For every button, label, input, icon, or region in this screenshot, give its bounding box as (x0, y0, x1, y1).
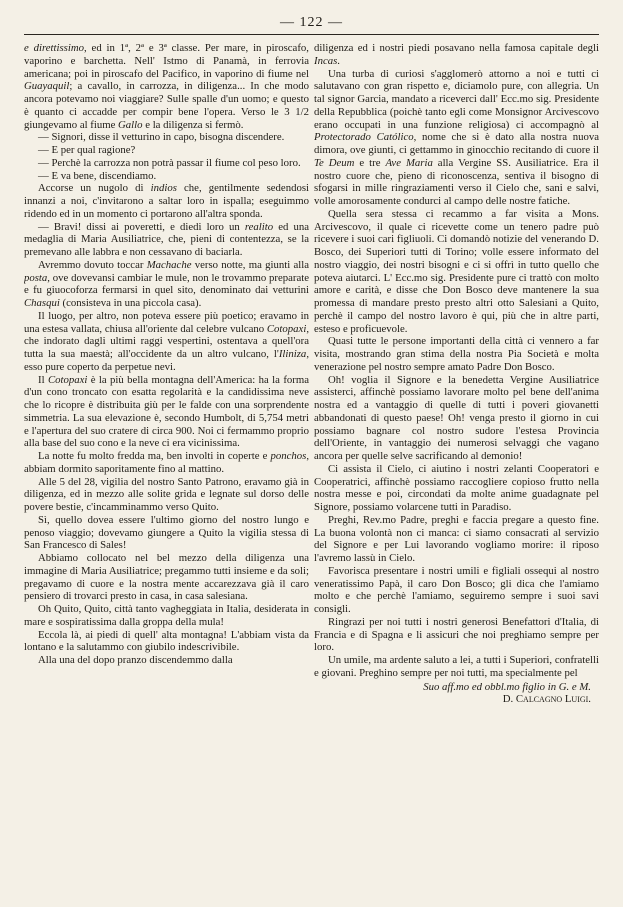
right_column-paragraph: Quella sera stessa ci recammo a far visita a Mons. Arcivescovo, il quale ci ricevette come un tenero padre può ricevere i suoi cari figliuoli. Ci domandò notizie del venerando D. Bosco, dei Superiori tutti di Torino; volle essere informato del nostro viaggio, dei nostri bisogni e ci si offrì in tutto quello che poteva aiutarci. L' Ecc.mo sig. Presidente pure ci trattò con molto amore e carità, e disse che Don Bosco deve mantenere la sua promessa di mandare presto presto altri otto Salesiani a Quito, perchè il campo del nostro lavoro è qui, più che in altre parti, esteso e proficuevole. (314, 207, 599, 335)
italic-term: Cotopaxi (47, 373, 88, 386)
left_column-paragraph: Oh Quito, Quito, città tanto vagheggiata in Italia, desiderata in mare e sospiratissima dalla groppa della mula! (24, 603, 309, 628)
right_column-paragraph: Oh! voglia il Signore e la benedetta Vergine Ausiliatrice assisterci, affinchè possiamo lavorare molto pel bene dell'anima nostra ed a vantaggio di quelle di tutti i poveri giovanetti abbandonati di questo paese! Oh! venga presto il giorno in cui possiamo bagnare col nostro sudore l'estesa Provincia dell'Oriente, in vantaggio dei numerosi selvaggi che vagano ancora per quelle selve sacrificando al demonio! (314, 373, 599, 462)
right_column-paragraph: Preghi, Rev.mo Padre, preghi e faccia pregare a questo fine. La buona volontà non ci manca: ci siamo consacrati al servizio del Signore e per Lui lavorando vogliamo morire: il riposo l'avremo lassù in Cielo. (314, 513, 599, 564)
italic-term: Ave Maria (385, 156, 433, 169)
left_column-paragraph: Alle 5 del 28, vigilia del nostro Santo Patrono, eravamo già in diligenza, ed in mezzo alle solite grida e legnate sul dorso delle povere bestie, c'incamminammo verso Quito. (24, 475, 309, 513)
right_column-paragraph: Ringrazi per noi tutti i nostri generosi Benefattori d'Italia, di Francia e di Spagna e li assicuri che noi preghiamo sempre per loro. (314, 615, 599, 654)
italic-term: ponchos (270, 450, 307, 462)
page-number: — 122 — (280, 15, 343, 30)
left_column-paragraph: Eccola là, ai piedi di quell' alta montagna! L'abbiam vista da lontano e la salutammo con giubilo indescrivibile. (24, 628, 309, 654)
left_column-paragraph: La notte fu molto fredda ma, ben involti in coperte e ponchos, abbiam dormito saporitamente fino al mattino. (24, 450, 309, 475)
left_column-paragraph: Il luogo, per altro, non poteva essere più poetico; eravamo in una estesa vallata, chiusa all'oriente dal celebre vulcano Cotopaxi, che indorato dagli ultimi raggi vespertini, ostentava a quell'ora tutta la sua maestà; all'occidente da un altro vulcano, l'Iliniza, esso pure coperto da perpetue nevi. (24, 309, 309, 373)
left_column-paragraph: — Signori, disse il vetturino in capo, bisogna discendere. (38, 131, 285, 144)
signature-name: D. Calcagno Luigi. (502, 693, 591, 706)
left_column-paragraph: — Bravi! dissi ai poveretti, e diedi loro un realito ed una medaglia di Maria Ausiliatrice, che, pieni di contentezza, se la premevano alle labbra e non cessavano di baciarla. (24, 220, 309, 258)
italic-term: Chasqui (24, 297, 60, 309)
right_column-paragraph: diligenza ed i nostri piedi posavano nella famosa capitale degli Incas. (314, 42, 599, 67)
left_column-paragraph: Il Cotopaxi è la più bella montagna dell'America: ha la forma d'un cono troncato con esatta regolarità e la candidissima neve che lo ricopre è distribuita giù per le falde con una sorprendente simmetria. La sua elevazione è, secondo Humbolt, di 5,754 metri e l'apertura del suo cratere di circa 900. Noi ci fermammo proprio alla base del suo cono e la neve ci era vicinissima. (24, 373, 309, 450)
left_column-paragraph: Alla una del dopo pranzo discendemmo dalla (38, 654, 233, 666)
italic-term: Cotopaxi (266, 322, 307, 335)
italic-term: Protectorado Católico (314, 131, 414, 144)
italic-term: Incas (314, 54, 338, 67)
left_column-paragraph: e direttissimo, ed in 1ª, 2ª e 3ª classe. Per mare, in piroscafo, vaporino e barchetta. Nell' Istmo di Panamà, in ferrovia americana; poi in piroscafo del Pacifico, in vaporino di fiume nel Guayaquil; a cavallo, in carrozza, in diligenza... In che modo ancora potevamo noi viaggiare? Sulle spalle d'un uomo; e questo è quanto ci accadde per compir bene l'opera. Verso le 3 1/2 giungevamo al fiume Gallo e la diligenza si fermò. (24, 42, 309, 131)
left_column-paragraph: — E per qual ragione? (38, 144, 136, 156)
italic-term: realito (244, 220, 274, 233)
signature-closing: Suo aff.mo ed obbl.mo figlio in G. e M. (423, 680, 591, 693)
right_column-paragraph: Ci assista il Cielo, ci aiutino i nostri zelanti Cooperatori e Cooperatrici, affinchè possiamo raccogliere copioso frutto nella nostra messe e poi, circondati da molte anime guadagnate pel Signore, possiamo volarcene tutti in Paradiso. (314, 462, 599, 513)
italic-term: posta (24, 271, 48, 284)
right_column-paragraph: Favorisca presentare i nostri umili e figliali ossequi al nostro veneratissimo Papà, il caro Don Bosco; gli dica che l'amiamo molto e che perchè l'amiamo, seguiremo sempre i suoi savi consigli. (314, 564, 599, 615)
left_column-paragraph: Accorse un nugolo di indios che, gentilmente sedendosi innanzi a noi, c'invitarono a saltar loro in ispalla; eseguimmo ridendo ed in un momento ci portarono all'altra sponda. (24, 182, 309, 220)
italic-term: Guayaquil (24, 80, 70, 93)
right_column-paragraph: Un umile, ma ardente saluto a lei, a tutti i Superiori, confratelli e giovani. Preghino sempre per noi tutti, ma specialmente pel (314, 654, 599, 679)
right_column-paragraph: Una turba di curiosi s'agglomerò attorno a noi e tutti ci salutavano con gran rispetto e, diciamolo pure, con allegria. Un tal signor Garcia, mandato a riceverci dall' Ecc.mo sig. Presidente della Repubblica (poichè tanto egli come Monsignor Arcivescovo erano occupati in una funzione religiosa) ci accompagnò al Protectorado Católico, nome che si è dato alla nostra nuova dimora, ove giunti, ci gettammo in ginocchio recitando di cuore il Te Deum e tre Ave Maria alla Vergine SS. Ausiliatrice. Era il nostro cuore che, pieno di riconoscenza, sentiva il bisogno di sfogarsi in mille ringraziamenti verso il Cielo che, sani e salvi, volle amorosamente condurci al campo delle nostre fatiche. (314, 67, 599, 207)
right-column-paragraphs (314, 42, 599, 680)
left_column-paragraph: — Perchè la carrozza non potrà passar il fiume col peso loro. (38, 156, 301, 169)
italic-term: Gallo (118, 118, 143, 131)
italic-term: indios (150, 182, 177, 195)
italic-term: Machache (146, 258, 192, 271)
italic-term: Te Deum (314, 156, 355, 169)
left_column-paragraph: Avremmo dovuto toccar Machache verso notte, ma giunti alla posta, ove dovevansi cambiar le mule, non le trovammo preparate e fu giuocoforza fermarsi in quel sito, denominato dai vetturini Chasqui (consisteva in una piccola casa). (24, 258, 309, 309)
left-column (24, 42, 309, 892)
right_column-paragraph: Quasi tutte le persone importanti della città ci vennero a far visita, mostrando gran stima della nostra Pia Società e molta venerazione pel nostro sempre amato Padre Don Bosco. (314, 335, 599, 373)
italic-term: Iliniza (278, 348, 307, 360)
left_column-paragraph: Sì, quello dovea essere l'ultimo giorno del nostro lungo e penoso viaggio; dovevamo giungere a Quito la vigilia stessa di San Francesco di Sales! (24, 513, 309, 552)
left_column-paragraph: Abbiamo collocato nel bel mezzo della diligenza una immagine di Maria Ausiliatrice; pregammo tutti insieme e da soli; pregavamo di cuore e la nostra mente accarezzava già il caro pensiero di trovarci presto in casa, in casa salesiana. (24, 552, 309, 603)
left_column-paragraph: — E va bene, discendiamo. (38, 169, 157, 182)
italic-term: e direttissimo (24, 42, 84, 54)
right-column (314, 42, 599, 892)
header-rule (24, 34, 599, 35)
